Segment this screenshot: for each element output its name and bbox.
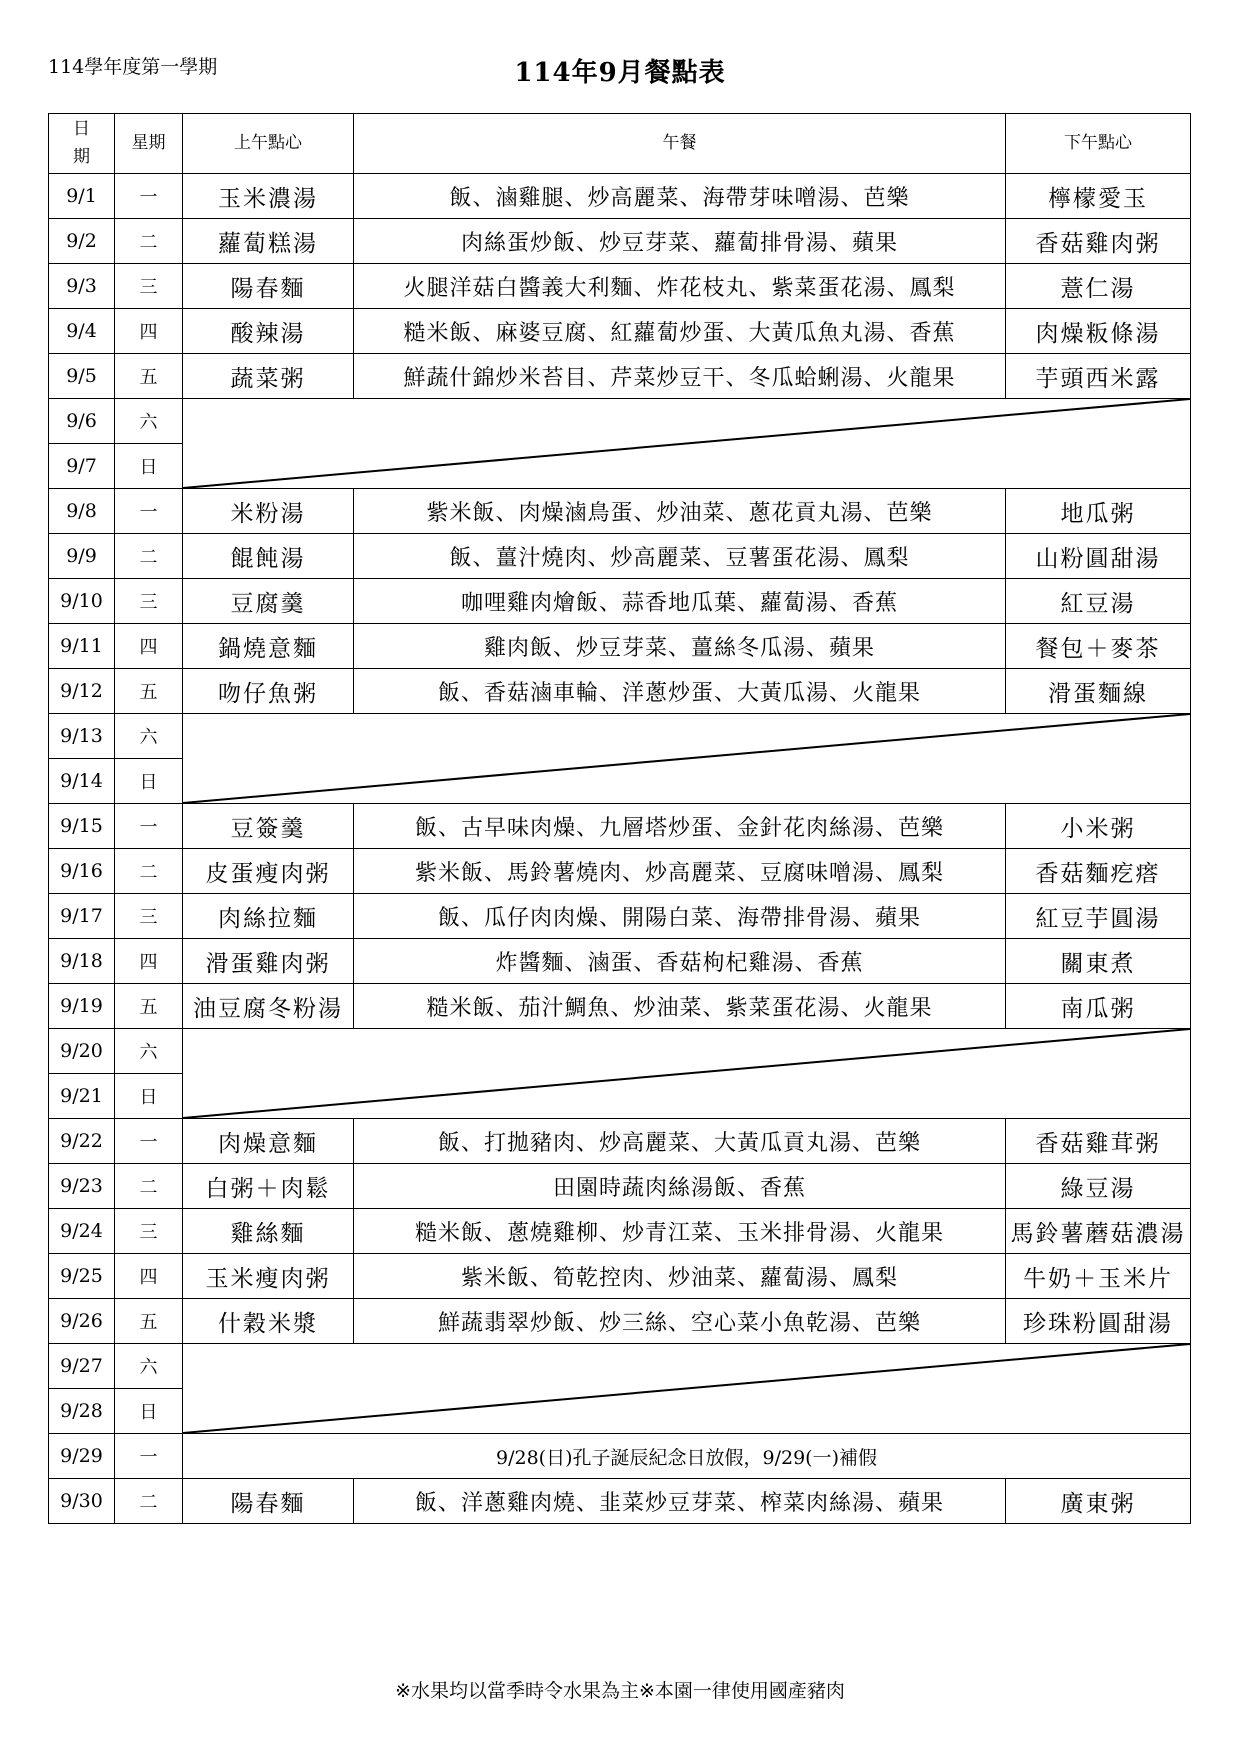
morning-snack-cell: 豆簽羹 <box>183 804 354 849</box>
afternoon-snack-cell: 紅豆芋圓湯 <box>1006 894 1191 939</box>
lunch-cell: 飯、打拋豬肉、炒高麗菜、大黃瓜貢丸湯、芭樂 <box>354 1119 1006 1164</box>
morning-snack-cell: 玉米瘦肉粥 <box>183 1254 354 1299</box>
afternoon-snack-cell: 綠豆湯 <box>1006 1164 1191 1209</box>
date-cell: 9/23 <box>49 1164 115 1209</box>
morning-snack-cell: 油豆腐冬粉湯 <box>183 984 354 1029</box>
weekday-cell: 三 <box>115 1209 183 1254</box>
lunch-cell: 紫米飯、馬鈴薯燒肉、炒高麗菜、豆腐味噌湯、鳳梨 <box>354 849 1006 894</box>
date-cell: 9/14 <box>49 759 115 804</box>
date-cell: 9/6 <box>49 399 115 444</box>
weekend-diagonal-line <box>183 399 1190 488</box>
date-cell: 9/26 <box>49 1299 115 1344</box>
afternoon-snack-cell: 香菇雞肉粥 <box>1006 219 1191 264</box>
weekday-cell: 日 <box>115 759 183 804</box>
morning-snack-cell: 什穀米漿 <box>183 1299 354 1344</box>
weekend-diagonal-line <box>183 1029 1190 1118</box>
table-row <box>49 714 1191 759</box>
afternoon-snack-cell: 肉燥粄條湯 <box>1006 309 1191 354</box>
col-header-day <box>49 114 115 174</box>
table-row <box>49 894 1191 939</box>
lunch-cell: 田園時蔬肉絲湯飯、香蕉 <box>354 1164 1006 1209</box>
weekday-cell: 二 <box>115 1479 183 1524</box>
weekday-cell: 五 <box>115 1299 183 1344</box>
afternoon-snack-cell: 關東煮 <box>1006 939 1191 984</box>
table-row <box>49 399 1191 444</box>
lunch-cell: 糙米飯、蔥燒雞柳、炒青江菜、玉米排骨湯、火龍果 <box>354 1209 1006 1254</box>
col-header-morning-snack: 上午點心 <box>183 114 354 174</box>
weekend-diagonal-line <box>183 714 1190 803</box>
weekday-cell: 四 <box>115 309 183 354</box>
weekday-cell: 六 <box>115 399 183 444</box>
lunch-cell: 飯、香菇滷車輪、洋蔥炒蛋、大黃瓜湯、火龍果 <box>354 669 1006 714</box>
date-cell: 9/9 <box>49 534 115 579</box>
date-cell: 9/21 <box>49 1074 115 1119</box>
morning-snack-cell: 肉絲拉麵 <box>183 894 354 939</box>
date-cell: 9/10 <box>49 579 115 624</box>
weekday-cell: 四 <box>115 624 183 669</box>
table-row <box>49 1029 1191 1074</box>
weekday-cell: 六 <box>115 714 183 759</box>
lunch-cell: 糙米飯、麻婆豆腐、紅蘿蔔炒蛋、大黃瓜魚丸湯、香蕉 <box>354 309 1006 354</box>
afternoon-snack-cell: 薏仁湯 <box>1006 264 1191 309</box>
table-row <box>49 219 1191 264</box>
weekday-cell: 一 <box>115 174 183 219</box>
weekday-cell: 三 <box>115 264 183 309</box>
table-row <box>49 1254 1191 1299</box>
date-cell: 9/1 <box>49 174 115 219</box>
table-row <box>49 1479 1191 1524</box>
weekday-cell: 五 <box>115 669 183 714</box>
afternoon-snack-cell: 南瓜粥 <box>1006 984 1191 1029</box>
afternoon-snack-cell: 紅豆湯 <box>1006 579 1191 624</box>
table-row <box>49 849 1191 894</box>
lunch-cell: 飯、滷雞腿、炒高麗菜、海帶芽味噌湯、芭樂 <box>354 174 1006 219</box>
page-title: 114年9月餐點表 <box>514 58 726 88</box>
table-header-row <box>49 114 1191 174</box>
col-header-lunch: 午餐 <box>354 114 1006 174</box>
weekday-cell: 二 <box>115 219 183 264</box>
lunch-cell: 糙米飯、茄汁鯛魚、炒油菜、紫菜蛋花湯、火龍果 <box>354 984 1006 1029</box>
lunch-cell: 雞肉飯、炒豆芽菜、薑絲冬瓜湯、蘋果 <box>354 624 1006 669</box>
lunch-cell: 炸醬麵、滷蛋、香菇枸杞雞湯、香蕉 <box>354 939 1006 984</box>
table-row <box>49 309 1191 354</box>
table-body <box>49 174 1191 1524</box>
morning-snack-cell: 玉米濃湯 <box>183 174 354 219</box>
morning-snack-cell: 豆腐羹 <box>183 579 354 624</box>
lunch-cell: 飯、瓜仔肉肉燥、開陽白菜、海帶排骨湯、蘋果 <box>354 894 1006 939</box>
afternoon-snack-cell: 香菇雞茸粥 <box>1006 1119 1191 1164</box>
col-header-afternoon-snack: 下午點心 <box>1006 114 1191 174</box>
morning-snack-cell: 雞絲麵 <box>183 1209 354 1254</box>
afternoon-snack-cell: 滑蛋麵線 <box>1006 669 1191 714</box>
weekday-cell: 二 <box>115 1164 183 1209</box>
meal-table <box>48 113 1191 1524</box>
morning-snack-cell: 滑蛋雞肉粥 <box>183 939 354 984</box>
afternoon-snack-cell: 地瓜粥 <box>1006 489 1191 534</box>
date-cell: 9/5 <box>49 354 115 399</box>
table-row <box>49 1344 1191 1389</box>
date-cell: 9/3 <box>49 264 115 309</box>
table-row <box>49 939 1191 984</box>
weekend-blank-cell <box>183 714 1191 804</box>
semester-label: 114學年度第一學期 <box>48 56 218 78</box>
table-row <box>49 1299 1191 1344</box>
weekday-cell: 三 <box>115 579 183 624</box>
holiday-note-cell: 9/28(日)孔子誕辰紀念日放假，9/29(一)補假 <box>183 1434 1191 1479</box>
lunch-cell: 肉絲蛋炒飯、炒豆芽菜、蘿蔔排骨湯、蘋果 <box>354 219 1006 264</box>
weekday-cell: 一 <box>115 1119 183 1164</box>
lunch-cell: 咖哩雞肉燴飯、蒜香地瓜葉、蘿蔔湯、香蕉 <box>354 579 1006 624</box>
morning-snack-cell: 吻仔魚粥 <box>183 669 354 714</box>
afternoon-snack-cell: 餐包＋麥茶 <box>1006 624 1191 669</box>
afternoon-snack-cell: 牛奶＋玉米片 <box>1006 1254 1191 1299</box>
date-cell: 9/29 <box>49 1434 115 1479</box>
table-row <box>49 624 1191 669</box>
lunch-cell: 飯、薑汁燒肉、炒高麗菜、豆薯蛋花湯、鳳梨 <box>354 534 1006 579</box>
afternoon-snack-cell: 香菇麵疙瘩 <box>1006 849 1191 894</box>
date-cell: 9/8 <box>49 489 115 534</box>
morning-snack-cell: 鍋燒意麵 <box>183 624 354 669</box>
date-cell: 9/12 <box>49 669 115 714</box>
afternoon-snack-cell: 山粉圓甜湯 <box>1006 534 1191 579</box>
date-cell: 9/30 <box>49 1479 115 1524</box>
date-cell: 9/7 <box>49 444 115 489</box>
afternoon-snack-cell: 珍珠粉圓甜湯 <box>1006 1299 1191 1344</box>
weekend-blank-cell <box>183 399 1191 489</box>
weekday-cell: 一 <box>115 489 183 534</box>
lunch-cell: 飯、古早味肉燥、九層塔炒蛋、金針花肉絲湯、芭樂 <box>354 804 1006 849</box>
table-row <box>49 1164 1191 1209</box>
morning-snack-cell: 陽春麵 <box>183 264 354 309</box>
weekday-cell: 一 <box>115 804 183 849</box>
footer-note: ※水果均以當季時令水果為主※本園一律使用國產豬肉 <box>395 1680 845 1702</box>
weekday-cell: 三 <box>115 894 183 939</box>
date-cell: 9/11 <box>49 624 115 669</box>
afternoon-snack-cell: 廣東粥 <box>1006 1479 1191 1524</box>
weekday-cell: 二 <box>115 849 183 894</box>
morning-snack-cell: 餛飩湯 <box>183 534 354 579</box>
weekend-diagonal-line <box>183 1344 1190 1433</box>
table-row <box>49 264 1191 309</box>
morning-snack-cell: 皮蛋瘦肉粥 <box>183 849 354 894</box>
weekday-cell: 日 <box>115 1389 183 1434</box>
col-header-weekday: 星期 <box>115 114 183 174</box>
weekday-cell: 四 <box>115 1254 183 1299</box>
table-row <box>49 174 1191 219</box>
weekday-cell: 五 <box>115 354 183 399</box>
date-cell: 9/18 <box>49 939 115 984</box>
date-cell: 9/24 <box>49 1209 115 1254</box>
afternoon-snack-cell: 檸檬愛玉 <box>1006 174 1191 219</box>
morning-snack-cell: 米粉湯 <box>183 489 354 534</box>
lunch-cell: 紫米飯、肉燥滷鳥蛋、炒油菜、蔥花貢丸湯、芭樂 <box>354 489 1006 534</box>
weekend-blank-cell <box>183 1344 1191 1434</box>
morning-snack-cell: 蘿蔔糕湯 <box>183 219 354 264</box>
weekday-cell: 五 <box>115 984 183 1029</box>
morning-snack-cell: 陽春麵 <box>183 1479 354 1524</box>
morning-snack-cell: 蔬菜粥 <box>183 354 354 399</box>
lunch-cell: 火腿洋菇白醬義大利麵、炸花枝丸、紫菜蛋花湯、鳳梨 <box>354 264 1006 309</box>
date-cell: 9/27 <box>49 1344 115 1389</box>
lunch-cell: 鮮蔬什錦炒米苔目、芹菜炒豆干、冬瓜蛤蜊湯、火龍果 <box>354 354 1006 399</box>
table-row <box>49 804 1191 849</box>
morning-snack-cell: 酸辣湯 <box>183 309 354 354</box>
weekday-cell: 六 <box>115 1029 183 1074</box>
date-cell: 9/16 <box>49 849 115 894</box>
date-cell: 9/22 <box>49 1119 115 1164</box>
table-row <box>49 1119 1191 1164</box>
date-cell: 9/28 <box>49 1389 115 1434</box>
morning-snack-cell: 白粥＋肉鬆 <box>183 1164 354 1209</box>
afternoon-snack-cell: 馬鈴薯蘑菇濃湯 <box>1006 1209 1191 1254</box>
table-row <box>49 534 1191 579</box>
date-cell: 9/4 <box>49 309 115 354</box>
date-cell: 9/19 <box>49 984 115 1029</box>
date-cell: 9/20 <box>49 1029 115 1074</box>
lunch-cell: 鮮蔬翡翠炒飯、炒三絲、空心菜小魚乾湯、芭樂 <box>354 1299 1006 1344</box>
weekday-cell: 二 <box>115 534 183 579</box>
date-cell: 9/15 <box>49 804 115 849</box>
date-cell: 9/13 <box>49 714 115 759</box>
afternoon-snack-cell: 小米粥 <box>1006 804 1191 849</box>
date-cell: 9/2 <box>49 219 115 264</box>
weekday-cell: 一 <box>115 1434 183 1479</box>
col-header-day-text: 日 期 <box>73 119 90 167</box>
weekday-cell: 日 <box>115 444 183 489</box>
afternoon-snack-cell: 芋頭西米露 <box>1006 354 1191 399</box>
table-row <box>49 354 1191 399</box>
table-row <box>49 1209 1191 1254</box>
lunch-cell: 飯、洋蔥雞肉燒、韭菜炒豆芽菜、榨菜肉絲湯、蘋果 <box>354 1479 1006 1524</box>
table-row <box>49 984 1191 1029</box>
date-cell: 9/25 <box>49 1254 115 1299</box>
table-row <box>49 1434 1191 1479</box>
table-row <box>49 489 1191 534</box>
table-row <box>49 579 1191 624</box>
weekday-cell: 四 <box>115 939 183 984</box>
morning-snack-cell: 肉燥意麵 <box>183 1119 354 1164</box>
lunch-cell: 紫米飯、筍乾控肉、炒油菜、蘿蔔湯、鳳梨 <box>354 1254 1006 1299</box>
weekday-cell: 六 <box>115 1344 183 1389</box>
weekend-blank-cell <box>183 1029 1191 1119</box>
weekday-cell: 日 <box>115 1074 183 1119</box>
date-cell: 9/17 <box>49 894 115 939</box>
table-row <box>49 669 1191 714</box>
